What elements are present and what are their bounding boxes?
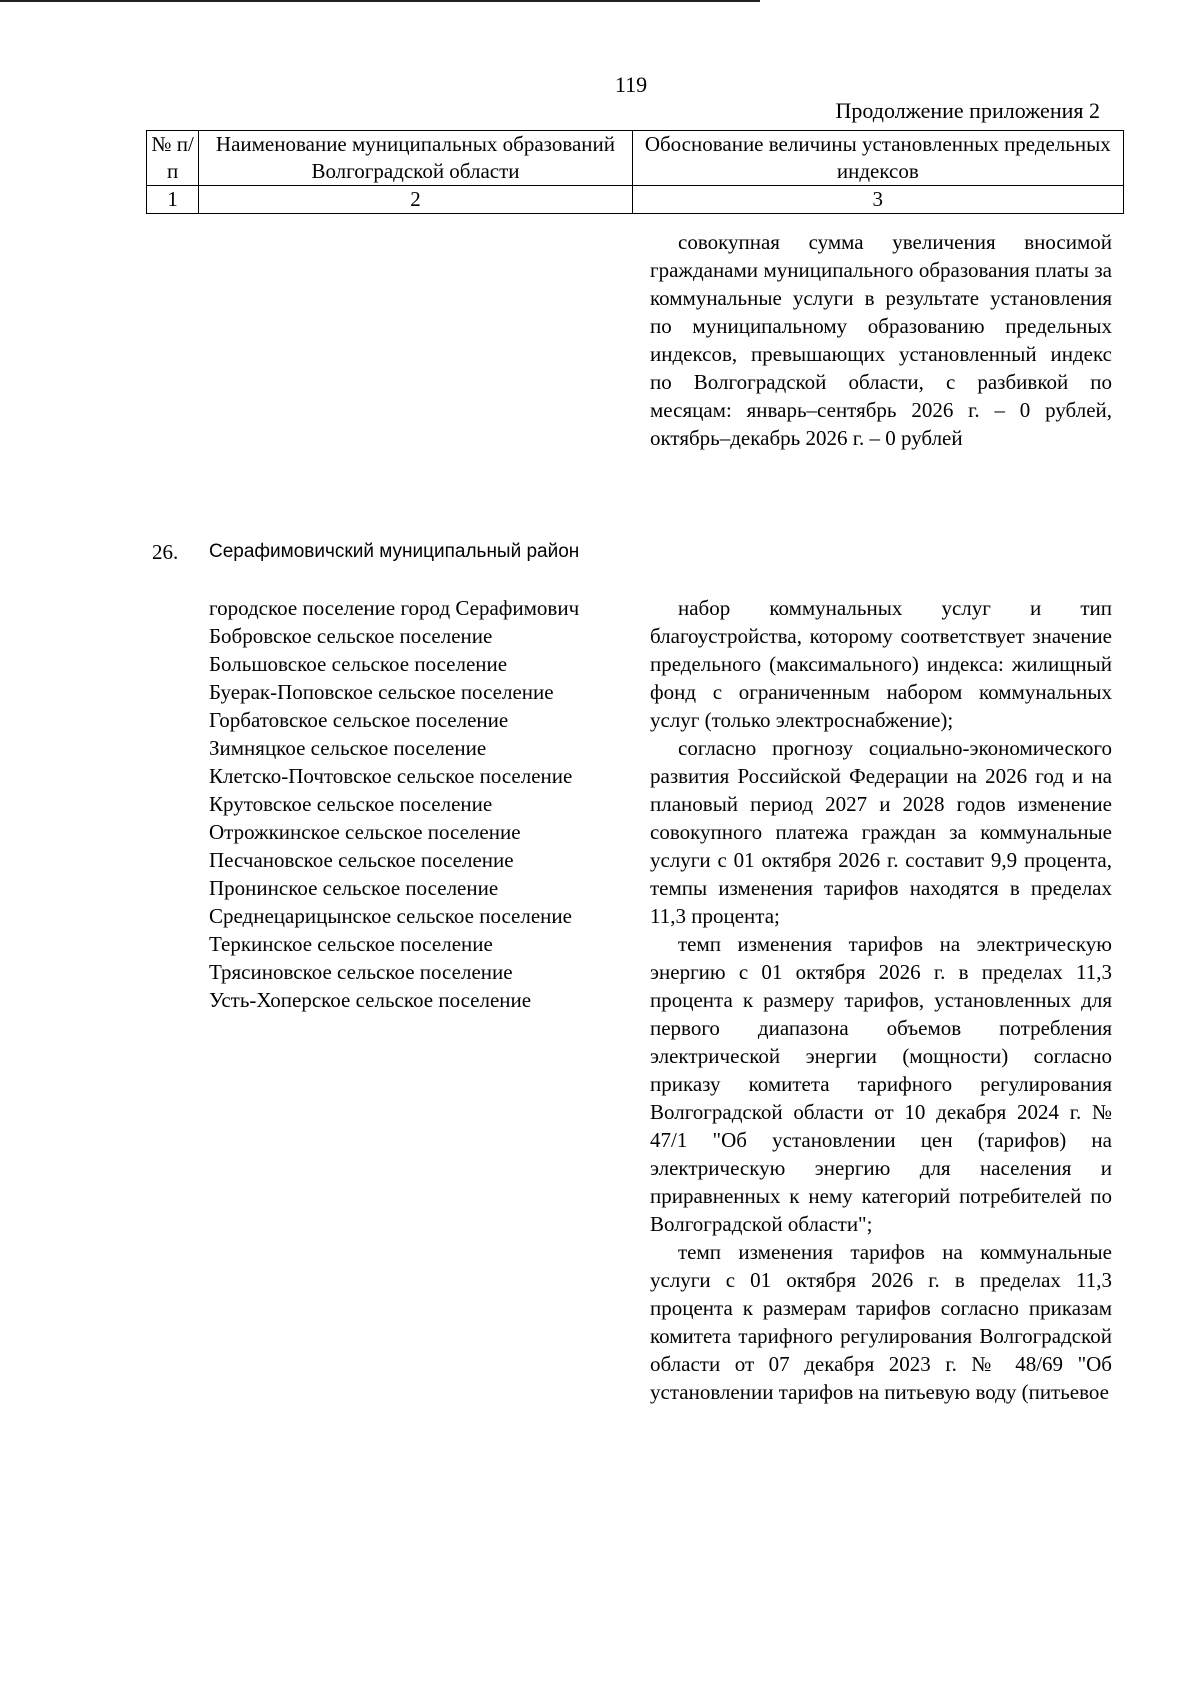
settlement-item: Пронинское сельское поселение — [209, 876, 499, 900]
settlement-item: Бобровское сельское поселение — [209, 624, 493, 648]
settlements-list — [209, 594, 639, 1014]
justification-text — [650, 594, 1112, 1406]
settlement-item: Песчановское сельское поселение — [209, 848, 514, 872]
settlement-item: Зимняцкое сельское поселение — [209, 736, 487, 760]
continued-paragraph: совокупная сумма увеличения вносимой гражданами муниципального образования платы за коммунальные услуги в результате установления по муниципальному образованию предельных индексов, превышающих установленный индекс по Волгоградской области, с разбивкой по месяцам: январь–сентябрь 2026 г. – 0 рублей, октябрь–декабрь 2026 г. – 0 рублей — [650, 230, 1112, 450]
header-col-number: № п/п — [147, 131, 199, 186]
scan-edge-line — [0, 0, 760, 2]
settlement-item: Среднецарицынское сельское поселение — [209, 904, 572, 928]
settlement-item: Крутовское сельское поселение — [209, 792, 493, 816]
table-header — [146, 130, 1124, 214]
justification-paragraph: согласно прогнозу социально-экономического развития Российской Федерации на 2026 год и на плановый период 2027 и 2028 годов изменение совокупного платежа граждан за коммунальные услуги с 01 октября 2026 г. составит 9,9 процента, темпы изменения тарифов находятся в пределах 11,3 процента; — [650, 736, 1112, 928]
header-col-municipality: Наименование муниципальных образований Волгоградской области — [199, 131, 632, 186]
header-index-1: 1 — [147, 186, 199, 214]
continued-justification — [650, 228, 1112, 452]
settlement-item: городское поселение город Серафимович — [209, 596, 580, 620]
settlement-item: Клетско-Почтовское сельское поселение — [209, 764, 573, 788]
header-index-3: 3 — [632, 186, 1123, 214]
justification-paragraph: темп изменения тарифов на коммунальные услуги с 01 октября 2026 г. в пределах 11,3 процента к размерам тарифов согласно приказам комитета тарифного регулирования Волгоградской области от 07 декабря 2023 г. № 48/69 "Об установлении тарифов на питьевую воду (питьевое — [650, 1240, 1112, 1404]
settlement-item: Усть-Хоперское сельское поселение — [209, 988, 532, 1012]
justification-paragraph: набор коммунальных услуг и тип благоустройства, которому соответствует значение предельного (максимального) индекса: жилищный фонд с ограниченным набором коммунальных услуг (только электроснабжение); — [650, 596, 1112, 732]
header-index-2: 2 — [199, 186, 632, 214]
district-title: Серафимовичский муниципальный район — [209, 541, 580, 562]
page-number: 119 — [614, 72, 648, 97]
settlement-item: Буерак-Поповское сельское поселение — [209, 680, 554, 704]
settlement-item: Большовское сельское поселение — [209, 652, 508, 676]
continuation-label: Продолжение приложения 2 — [835, 98, 1100, 123]
row-number: 26. — [152, 540, 179, 564]
settlement-item: Горбатовское сельское поселение — [209, 708, 509, 732]
settlement-item: Отрожкинское сельское поселение — [209, 820, 521, 844]
header-col-justification: Обоснование величины установленных предельных индексов — [632, 131, 1123, 186]
justification-paragraph: темп изменения тарифов на электрическую энергию с 01 октября 2026 г. в пределах 11,3 процента к размеру тарифов, установленных для первого диапазона объемов потребления электрической энергии (мощности) согласно приказу комитета тарифного регулирования Волгоградской области от 10 декабря 2024 г. № 47/1 "Об установлении цен (тарифов) на электрическую энергию для населения и приравненных к нему категорий потребителей по Волгоградской области"; — [650, 932, 1112, 1236]
settlement-item: Трясиновское сельское поселение — [209, 960, 513, 984]
settlement-item: Теркинское сельское поселение — [209, 932, 493, 956]
